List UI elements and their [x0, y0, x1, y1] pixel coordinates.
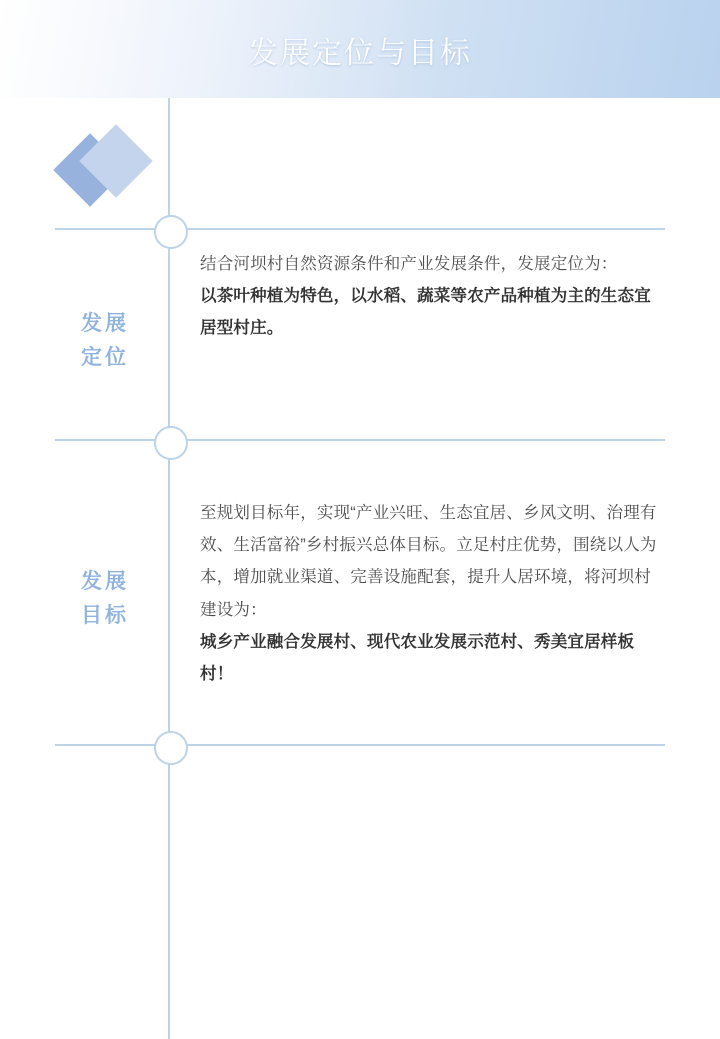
timeline-node-1: [154, 215, 188, 249]
timeline-node-3: [154, 731, 188, 765]
section-divider-1: [55, 228, 665, 230]
paragraph: 结合河坝村自然资源条件和产业发展条件，发展定位为：: [200, 255, 618, 273]
page-title: 发展定位与目标: [248, 37, 472, 70]
section-body-development-goal: [200, 497, 658, 690]
paragraph: 至规划目标年，实现“产业兴旺、生态宜居、乡风文明、治理有效、生活富裕”乡村振兴总体目标。立足村庄优势，围绕以人为本，增加就业渠道、完善设施配套，提升人居环境，将河坝村建设为：: [200, 504, 657, 619]
page-header: [0, 0, 720, 98]
section-label-line-1: 发展: [81, 570, 129, 593]
section-divider-2: [55, 439, 665, 441]
paragraph-emphasis: 以茶叶种植为特色，以水稻、蔬菜等农产品种植为主的生态宜居型村庄。: [200, 287, 651, 338]
section-label-line-2: 目标: [81, 604, 129, 628]
section-body-development-positioning: [200, 248, 658, 345]
section-label-line-2: 定位: [81, 346, 129, 370]
paragraph-emphasis: 城乡产业融合发展村、现代农业发展示范村、秀美宜居样板村！: [200, 632, 635, 683]
diamond-decoration: [64, 130, 154, 220]
section-divider-3: [55, 744, 665, 746]
section-label-development-goal: [55, 565, 155, 633]
section-label-line-1: 发展: [81, 312, 129, 335]
timeline-node-2: [154, 426, 188, 460]
section-label-development-positioning: [55, 307, 155, 375]
